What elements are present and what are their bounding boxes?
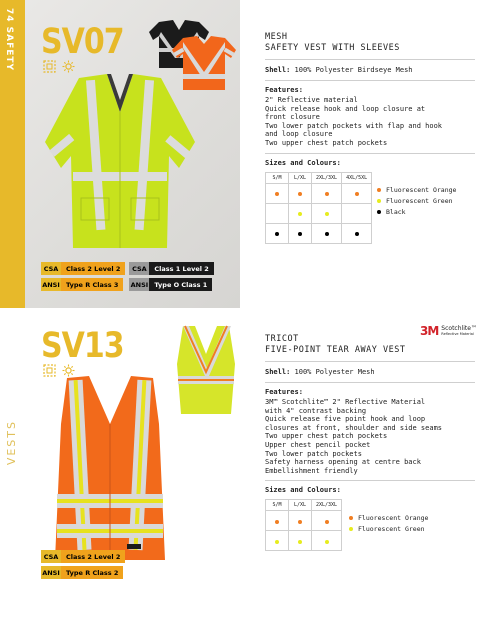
product-info [265, 32, 475, 244]
availability-dot [275, 540, 279, 544]
product-type: TRICOT [265, 334, 299, 344]
feature-line: Two upper chest patch pockets [265, 432, 388, 441]
size-header: 2XL/3XL [312, 500, 342, 511]
availability-dot [298, 540, 302, 544]
colour-row [266, 511, 342, 531]
size-header: 4XL/5XL [342, 172, 372, 183]
availability-dot [355, 192, 359, 196]
colour-row [266, 203, 372, 223]
availability-dot [325, 212, 329, 216]
divider [265, 480, 475, 481]
legend-item: Fluorescent Green [377, 196, 456, 207]
features-heading: Features: [265, 388, 303, 396]
features-list [265, 398, 475, 475]
shell-spec: Shell: 100% Polyester Mesh [265, 368, 375, 376]
product-photo-panel [25, 0, 240, 308]
feature-line: Two lower patch pockets [265, 449, 362, 458]
badge-csa: CSA Class 2 Level 2 [41, 262, 125, 275]
sidebar [0, 0, 25, 621]
badge-csa: CSA Class 2 Level 2 [41, 550, 125, 563]
size-header: L/XL [289, 172, 312, 183]
shell-spec: Shell: 100% Polyester Birdseye Mesh [265, 66, 413, 74]
feature-line: closures at front, shoulder and side seams [265, 423, 443, 432]
feature-line: Embellishment friendly [265, 466, 358, 475]
badge-ansi: ANSI Type R Class 2 [41, 566, 125, 579]
product-photo-panel [25, 310, 240, 621]
availability-dot [325, 232, 329, 236]
model-number: SV07 [41, 22, 124, 63]
availability-dot [298, 212, 302, 216]
legend-item: Black [377, 207, 456, 218]
size-header: S/M [266, 500, 289, 511]
badge-ansi: ANSI Type O Class 1 [129, 278, 213, 291]
legend-item: Fluorescent Green [349, 523, 428, 534]
product-title: FIVE-POINT TEAR AWAY VEST [265, 345, 406, 355]
product-type: MESH [265, 32, 288, 42]
colour-row [266, 531, 342, 551]
availability-dot [325, 520, 329, 524]
feature-line: with 4" contrast backing [265, 406, 367, 415]
colour-swatch [377, 188, 381, 192]
feature-line: Two upper chest patch pockets [265, 138, 388, 147]
availability-dot [298, 192, 302, 196]
divider [265, 80, 475, 81]
colour-swatch [377, 199, 381, 203]
availability-dot [275, 232, 279, 236]
sidebar-accent [0, 0, 25, 308]
divider [265, 153, 475, 154]
colour-swatch [349, 527, 353, 531]
colour-legend [349, 512, 428, 534]
certification-badges [41, 262, 214, 291]
badge-ansi: ANSI Type R Class 3 [41, 278, 125, 291]
size-colour-table [265, 499, 342, 551]
green-vest-image [35, 72, 205, 250]
feature-line: front closure [265, 113, 320, 122]
product-info [265, 334, 475, 551]
colour-swatch [349, 516, 353, 520]
product-sv13 [25, 310, 480, 621]
feature-line: 3M™ Scotchlite™ 2" Reflective Material [265, 398, 426, 406]
certification-badges [41, 550, 125, 579]
feature-line: Safety harness opening at centre back [265, 458, 421, 467]
availability-dot [325, 540, 329, 544]
badge-csa: CSA Class 1 Level 2 [129, 262, 213, 275]
availability-dot [298, 232, 302, 236]
size-header: 2XL/3XL [312, 172, 342, 183]
legend-item: Fluorescent Orange [349, 512, 428, 523]
availability-dot [325, 192, 329, 196]
page-label: 74 SAFETY [4, 8, 14, 72]
feature-line: Upper chest pencil pocket [265, 440, 371, 449]
availability-dot [298, 520, 302, 524]
feature-line: and loop closure [265, 130, 333, 139]
product-title: SAFETY VEST WITH SLEEVES [265, 43, 400, 53]
colour-row [266, 223, 372, 243]
size-header: S/M [266, 172, 289, 183]
colour-swatch [377, 210, 381, 214]
availability-dot [275, 520, 279, 524]
orange-vest-image [45, 374, 175, 564]
section-tag: VESTS [5, 420, 18, 466]
colour-legend [377, 185, 456, 218]
size-colour-table [265, 172, 372, 244]
availability-dot [355, 232, 359, 236]
divider [265, 59, 475, 60]
legend-item: Fluorescent Orange [377, 185, 456, 196]
features-heading: Features: [265, 86, 303, 94]
feature-line: Two lower patch pockets with flap and hook [265, 121, 443, 130]
colour-row [266, 183, 372, 203]
green-vest-image [175, 324, 237, 416]
feature-line: 2" Reflective material [265, 96, 358, 104]
features-list [265, 96, 475, 148]
sizes-heading: Sizes and Colours: [265, 486, 341, 495]
model-number: SV13 [41, 326, 124, 367]
sizes-heading: Sizes and Colours: [265, 158, 341, 167]
divider [265, 361, 475, 362]
feature-line: Quick release hook and loop closure at [265, 104, 426, 113]
size-header: L/XL [289, 500, 312, 511]
feature-line: Quick release five point hook and loop [265, 415, 426, 424]
product-sv07 [25, 0, 480, 308]
scotchlite-logo: 3M Scotchlite™ Reflective Material [420, 324, 477, 338]
divider [265, 382, 475, 383]
availability-dot [275, 192, 279, 196]
